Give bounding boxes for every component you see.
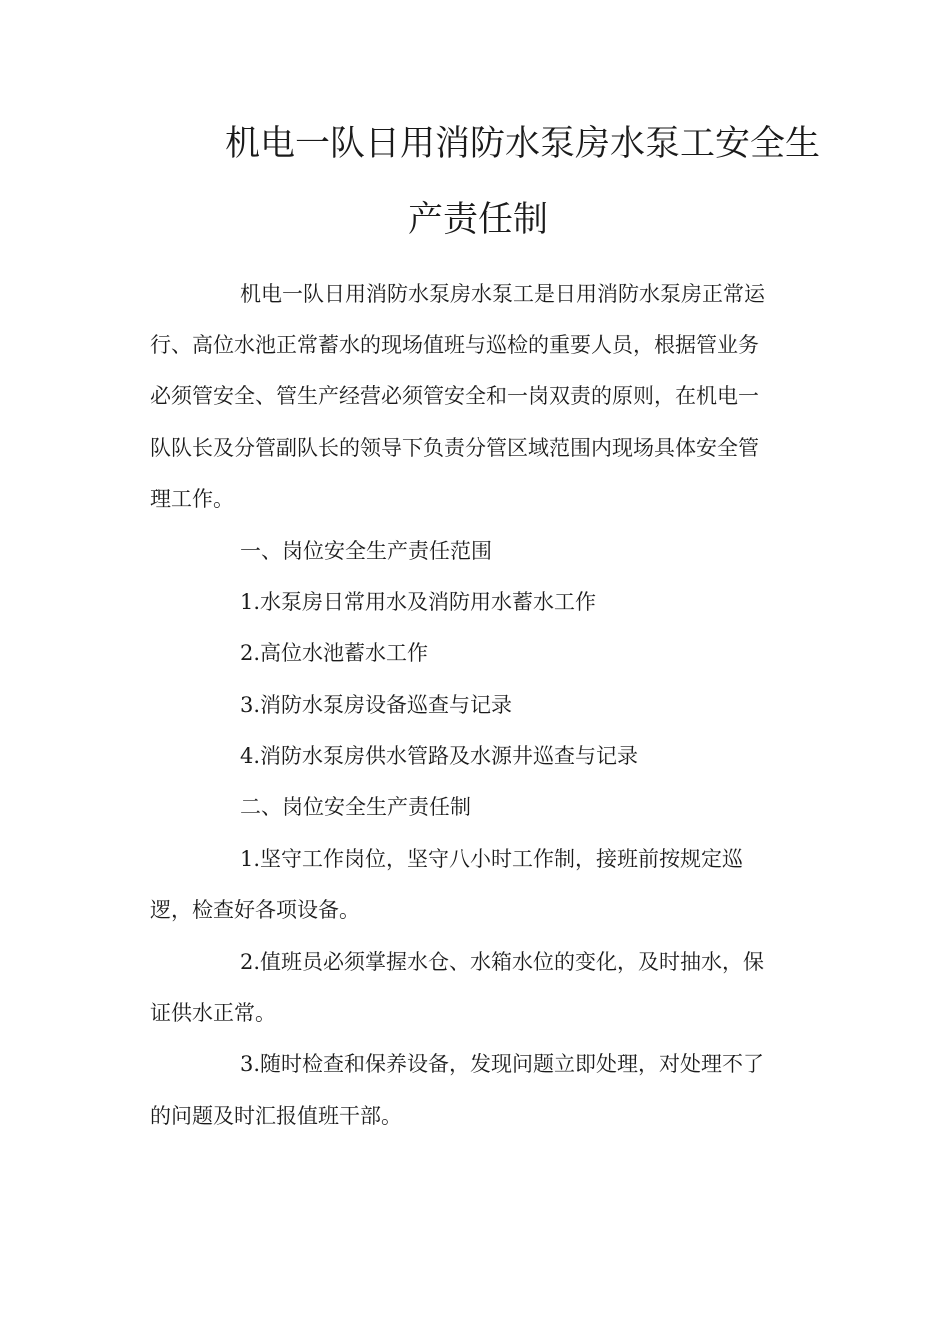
duty-item-2-line-1: 2.值班员必须掌握水仓、水箱水位的变化，及时抽水，保 <box>240 950 765 974</box>
intro-paragraph-line-3: 必须管安全、管生产经营必须管安全和一岗双责的原则，在机电一 <box>150 384 759 408</box>
intro-paragraph-line-5: 理工作。 <box>150 487 234 511</box>
duty-item-3-line-2: 的问题及时汇报值班干部。 <box>150 1104 402 1128</box>
section-heading-responsibility-system: 二、岗位安全生产责任制 <box>240 795 471 819</box>
duty-item-1-line-2: 逻，检查好各项设备。 <box>150 898 360 922</box>
duty-item-3-line-1: 3.随时检查和保养设备，发现问题立即处理，对处理不了 <box>240 1052 765 1076</box>
intro-paragraph-line-1: 机电一队日用消防水泵房水泵工是日用消防水泵房正常运 <box>240 282 765 306</box>
intro-paragraph-line-2: 行、高位水池正常蓄水的现场值班与巡检的重要人员，根据管业务 <box>150 333 759 357</box>
scope-item-1: 1.水泵房日常用水及消防用水蓄水工作 <box>240 590 597 614</box>
section-heading-responsibility-scope: 一、岗位安全生产责任范围 <box>240 539 492 563</box>
scope-item-2: 2.高位水池蓄水工作 <box>240 641 429 665</box>
duty-item-1-line-1: 1.坚守工作岗位，坚守八小时工作制，接班前按规定巡 <box>240 847 744 871</box>
duty-item-2-line-2: 证供水正常。 <box>150 1001 276 1025</box>
scope-item-3: 3.消防水泵房设备巡查与记录 <box>240 693 513 717</box>
scope-item-4: 4.消防水泵房供水管路及水源井巡查与记录 <box>240 744 639 768</box>
document-title-line-2: 产责任制 <box>408 200 549 240</box>
document-title-line-1: 机电一队日用消防水泵房水泵工安全生 <box>225 124 821 164</box>
intro-paragraph-line-4: 队队长及分管副队长的领导下负责分管区域范围内现场具体安全管 <box>150 436 759 460</box>
